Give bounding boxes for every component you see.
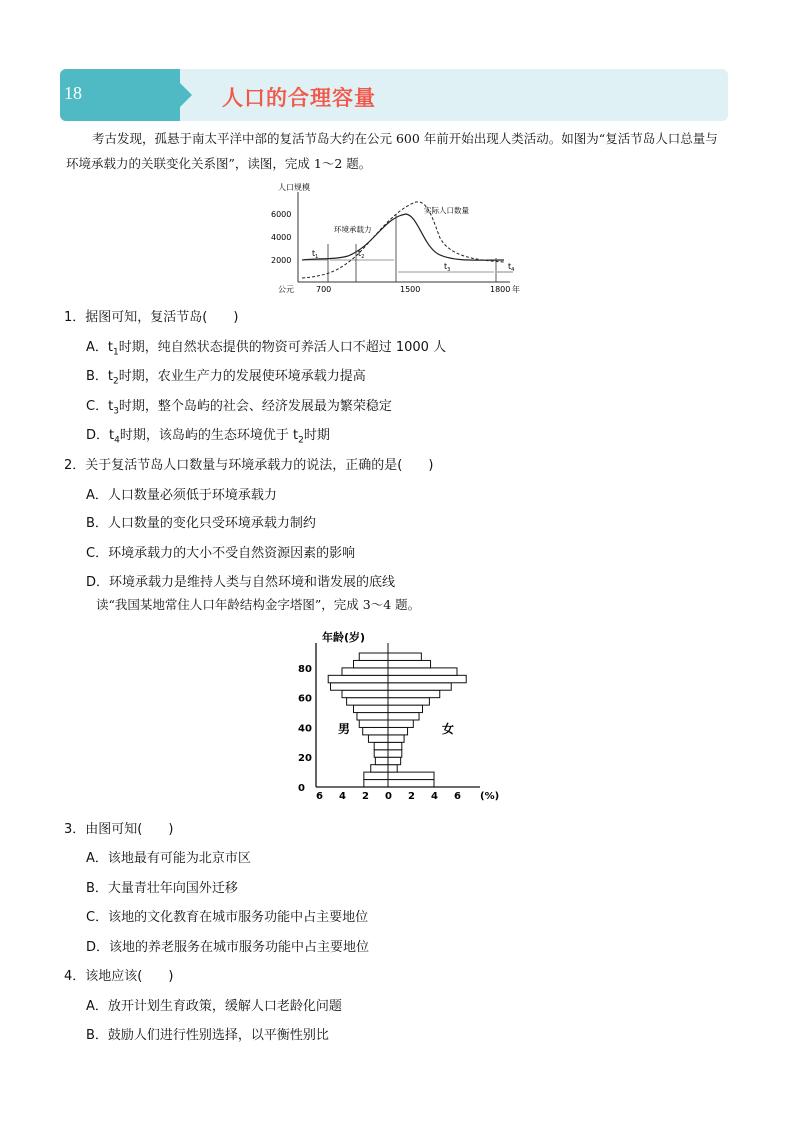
pyramid-bar-male [331, 683, 389, 690]
pyramid-bar-female [388, 690, 440, 697]
actual-population-label: 实际人口数量 [424, 206, 469, 215]
pyramid-bar-male [342, 668, 388, 675]
chart1-y-tick: 2000 [271, 256, 292, 265]
pyramid-bar-male [368, 735, 388, 742]
pyramid-bar-female [388, 735, 404, 742]
chart1-x-tick: 700 [316, 285, 332, 294]
pyramid-bar-female [388, 757, 401, 764]
pyramid-x-unit: (%) [480, 791, 500, 802]
pyramid-x-tick: 0 [385, 791, 392, 802]
pyramid-y-label: 年龄(岁) [322, 631, 366, 644]
question-1-stem: 1．据图可知，复活节岛( ) [64, 310, 239, 325]
pyramid-y-tick: 20 [298, 753, 312, 765]
pyramid-bar-female [388, 653, 421, 660]
pyramid-y-tick: 0 [298, 783, 305, 794]
intro-paragraph: 考古发现，孤悬于南太平洋中部的复活节岛大约在公元 600 年前开始出现人类活动。如图为“复活节岛人口总量与环境承载力的关联变化关系图”，读图，完成 1～2 题。 [66, 131, 718, 171]
chart1-x-tick: 1500 [400, 285, 421, 294]
t2-label: $t_2$ [358, 249, 365, 260]
pyramid-bar-male [371, 765, 388, 772]
q1-option-c: C．$t_3$时期，整个岛屿的社会、经济发展最为繁荣稳定 [86, 399, 392, 417]
pyramid-bar-male [347, 698, 388, 705]
pyramid-bar-male [374, 742, 388, 749]
q2-option-b: B．人口数量的变化只受环境承载力制约 [86, 516, 316, 531]
pyramid-x-tick: 4 [339, 791, 346, 802]
pyramid-x-tick: 2 [362, 791, 369, 802]
population-capacity-chart [268, 180, 528, 298]
pyramid-bar-female [388, 698, 429, 705]
pyramid-bar-male [357, 713, 388, 720]
section-number-badge [60, 69, 180, 121]
q3-option-a: A．该地最有可能为北京市区 [86, 851, 251, 866]
chart1-y-tick: 6000 [271, 210, 292, 219]
chart1-y-label: 人口规模 [278, 183, 310, 192]
pyramid-bar-female [388, 713, 419, 720]
q1-option-a: A．$t_1$时期，纯自然状态提供的物资可养活人口不超过 1000 人 [86, 340, 447, 358]
question-2-stem: 2．关于复活节岛人口数量与环境承载力的说法，正确的是( ) [64, 458, 434, 473]
intro-paragraph-2: 读“我国某地常住人口年龄结构金字塔图”，完成 3～4 题。 [96, 597, 421, 612]
pyramid-x-tick: 2 [408, 791, 415, 802]
pyramid-bar-female [388, 780, 434, 787]
pyramid-y-tick: 60 [298, 693, 312, 705]
pyramid-bar-female [388, 720, 413, 727]
pyramid-bar-female [388, 727, 408, 734]
pyramid-bar-male [364, 772, 388, 779]
pyramid-bar-male [354, 660, 389, 667]
pyramid-bar-female [388, 675, 466, 682]
t3-label: $t_3$ [444, 262, 451, 273]
pyramid-bar-male [364, 780, 388, 787]
pyramid-right-label: 女 [442, 722, 455, 736]
pyramid-y-tick: 80 [298, 663, 312, 675]
t4-label: $t_4$ [508, 262, 515, 273]
actual-population-curve [302, 202, 504, 278]
q2-option-d: D．环境承载力是维持人类与自然环境和谐发展的底线 [86, 575, 396, 590]
pyramid-bar-male [342, 690, 388, 697]
chart1-y-tick: 4000 [271, 233, 292, 242]
t1-label: $t_1$ [312, 249, 319, 260]
pyramid-y-tick: 40 [298, 723, 312, 735]
pyramid-bar-female [388, 660, 431, 667]
pyramid-bar-male [328, 675, 388, 682]
q3-option-d: D．该地的养老服务在城市服务功能中占主要地位 [86, 940, 370, 955]
pyramid-x-tick: 4 [431, 791, 438, 802]
env-capacity-curve [302, 214, 504, 260]
pyramid-bar-female [388, 772, 434, 779]
chart1-x-unit: 年 [512, 285, 520, 294]
pyramid-bar-male [359, 720, 388, 727]
q2-option-a: A．人口数量必须低于环境承载力 [86, 488, 277, 503]
q3-option-c: C．该地的文化教育在城市服务功能中占主要地位 [86, 910, 369, 925]
q1-option-b: B．$t_2$时期，农业生产力的发展使环境承载力提高 [86, 369, 366, 387]
section-number: 18 [64, 83, 82, 103]
pyramid-x-tick: 6 [454, 791, 461, 802]
question-3-stem: 3．由图可知( ) [64, 822, 174, 837]
q4-option-b: B．鼓励人们进行性别选择，以平衡性别比 [86, 1028, 329, 1043]
pyramid-bar-female [388, 668, 457, 675]
pyramid-bar-male [363, 727, 388, 734]
pyramid-bar-female [388, 705, 423, 712]
pyramid-bar-male [375, 757, 388, 764]
pyramid-bar-female [388, 750, 402, 757]
question-4-stem: 4．该地应该( ) [64, 969, 174, 984]
pyramid-x-tick: 6 [316, 791, 323, 802]
pyramid-left-label: 男 [338, 722, 351, 736]
q1-option-d: D．$t_4$时期，该岛屿的生态环境优于 $t_2$时期 [86, 428, 330, 446]
q2-option-c: C．环境承载力的大小不受自然资源因素的影响 [86, 546, 356, 561]
pyramid-bar-male [374, 750, 388, 757]
chart1-x-tick: 1800 [490, 285, 511, 294]
env-capacity-label: 环境承载力 [334, 225, 372, 234]
q3-option-b: B．大量青壮年向国外迁移 [86, 881, 238, 896]
pyramid-bar-female [388, 683, 451, 690]
pyramid-bar-male [359, 653, 388, 660]
q4-option-a: A．放开计划生育政策，缓解人口老龄化问题 [86, 999, 342, 1014]
population-pyramid-chart [290, 625, 510, 805]
pyramid-bar-male [354, 705, 389, 712]
chart1-x-prefix: 公元 [278, 285, 294, 294]
pyramid-bar-female [388, 742, 402, 749]
page-title: 人口的合理容量 [222, 86, 376, 110]
pyramid-bar-female [388, 765, 397, 772]
